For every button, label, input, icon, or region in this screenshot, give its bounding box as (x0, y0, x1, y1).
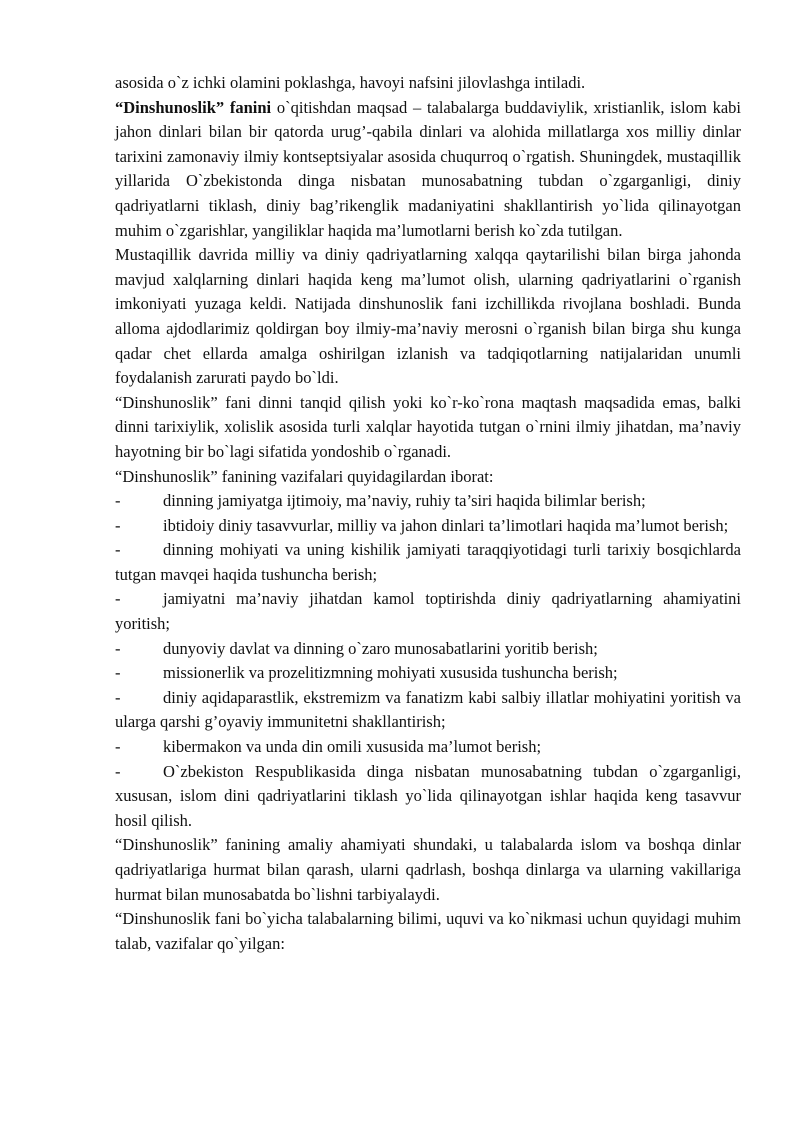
list-item-text: dinning mohiyati va uning kishilik jamiyati taraqqiyotidagi turli tarixiy bosqichlarda tutgan mavqei haqida tushuncha berish; (115, 540, 741, 584)
list-item (115, 661, 741, 686)
list-dash: - (115, 589, 121, 609)
list-item (115, 760, 741, 834)
list-dash: - (115, 638, 121, 658)
list-item-text: jamiyatni ma’naviy jihatdan kamol toptirishda diniy qadriyatlarning ahamiyatini yoritish; (115, 589, 741, 634)
list-item (115, 587, 741, 636)
list-item (115, 489, 741, 514)
paragraph-course-approach: “Dinshunoslik” fani dinni tanqid qilish yoki ko`r-ko`rona maqtash maqsadida emas, balki dinni tarixiylik, xolislik asosida turli xalqlar hayotida tutgan o`rnini ilmiy jihatdan, ma’naviy hayotning bir bo`lagi sifatida yondoshib o`rganadi. (115, 392, 741, 461)
list-item (115, 538, 741, 587)
list-dash: - (115, 663, 121, 683)
paragraph-tasks-intro: “Dinshunoslik” fanining vazifalari quyidagilardan iborat: (115, 466, 494, 486)
list-item (115, 637, 741, 662)
list-dash: - (115, 491, 121, 511)
paragraph-practical-importance: “Dinshunoslik” fanining amaliy ahamiyati shundaki, u talabalarda islom va boshqa dinlar qadriyatlariga hurmat bilan qarash, ularni qadrlash, boshqa dinlarga va ularning vakillariga hurmat bilan munosabatda bo`lishni tarbiyalaydi. (115, 835, 741, 904)
paragraph-requirements-intro: “Dinshunoslik fani bo`yicha talabalarning bilimi, uquvi va ko`nikmasi uchun quyidagi muhim talab, vazifalar qo`yilgan: (115, 909, 741, 953)
paragraph-continuation: asosida o`z ichki olamini poklashga, havoyi nafsini jilovlashga intiladi. (115, 73, 586, 92)
list-dash: - (115, 540, 121, 560)
list-item-text: missionerlik va prozelitizmning mohiyati xususida tushuncha berish; (163, 663, 618, 683)
paragraph-independence-period: Mustaqillik davrida milliy va diniy qadriyatlarning xalqqa qaytarilishi bilan birga jahonda mavjud xalqlarning dinlari haqida keng ma’lumot olish, ularning qadriyatlarini o`rganish imkoniyati yuzaga keldi. Natijada dinshunoslik fani izchillikda rivojlana boshladi. Bunda alloma ajdodlarimiz qoldirgan boy ilmiy-ma’naviy merosni o`rganish bilan birga shu kunga qadar chet ellarda amalga oshirilgan izlanish va tadqiqotlarning natijalaridan unumli foydalanish zarurati paydo bo`ldi. (115, 245, 741, 388)
list-item-text: ibtidoiy diniy tasavvurlar, milliy va jahon dinlari ta’limotlari haqida ma’lumot berish; (163, 515, 729, 535)
list-dash: - (115, 761, 121, 781)
list-item-text: O`zbekiston Respublikasida dinga nisbatan munosabatning tubdan o`zgarganligi, xususan, islom dini qadriyatlarini tiklash yo`lida qilinayotgan ishlar haqida keng tasavvur hosil qilish. (115, 761, 741, 830)
course-goal-text: o`qitishdan maqsad – talabalarga buddaviylik, xristianlik, islom kabi jahon dinlari bilan bir qatorda urug’-qabila dinlari va alohida millatlarga xos milliy dinlar tarixini zamonaviy ilmiy kontseptsiyalar asosida chuqurroq o`rgatish. Shuningdek, mustaqillik yillarida O`zbekistonda dinga nisbatan munosabatning tubdan o`zgarganligi, diniy qadriyatlarni tiklash, diniy bag’rikenglik madaniyatini shakllantirish yo`lida qilinayotgan muhim o`zgarishlar, yangiliklar haqida ma’lumotlarni berish ko`zda tutilgan. (115, 97, 741, 240)
list-item-text: dinning jamiyatga ijtimoiy, ma’naviy, ruhiy ta’siri haqida bilimlar berish; (163, 491, 646, 511)
list-item-text: diniy aqidaparastlik, ekstremizm va fanatizm kabi salbiy illatlar mohiyatini yoritish va ularga qarshi g’oyaviy immunitetni shakllantirish; (115, 687, 741, 732)
list-dash: - (115, 687, 121, 707)
document-page (115, 71, 741, 956)
list-item-text: dunyoviy davlat va dinning o`zaro munosabatlarini yoritib berish; (163, 638, 598, 658)
list-dash: - (115, 737, 121, 757)
list-item (115, 686, 741, 735)
course-name-bold: “Dinshunoslik” fanini (115, 97, 272, 117)
list-item-text: kibermakon va unda din omili xususida ma’lumot berish; (163, 737, 542, 757)
list-dash: - (115, 515, 121, 535)
paragraph-course-goal (115, 96, 741, 244)
list-item (115, 514, 741, 539)
list-item (115, 735, 741, 760)
